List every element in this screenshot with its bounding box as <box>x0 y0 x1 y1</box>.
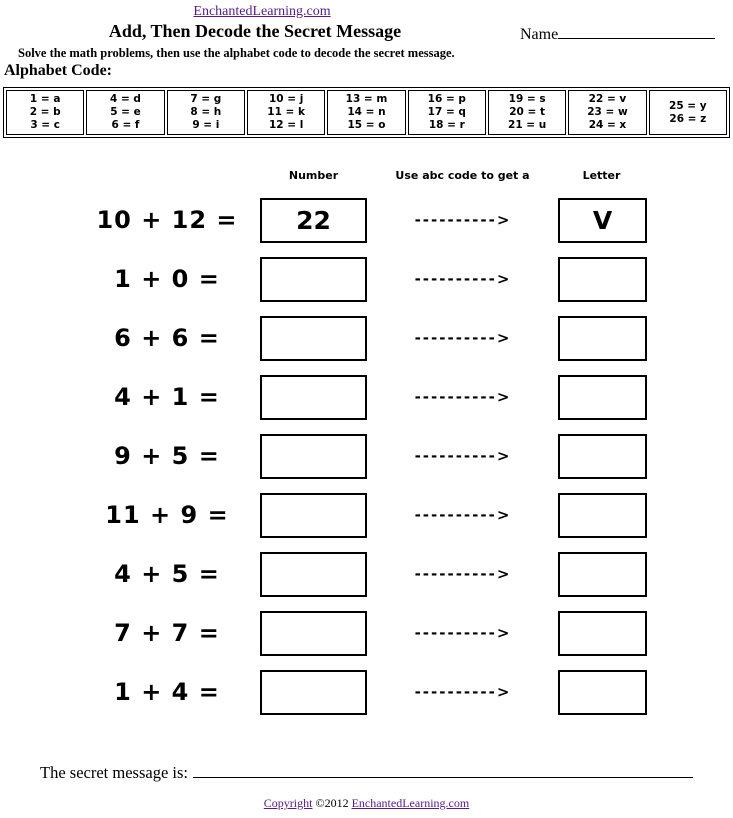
worksheet-row <box>0 198 733 243</box>
instructions-text: Solve the math problems, then use the alphabet code to decode the secret message. <box>18 46 455 60</box>
name-field <box>520 24 715 44</box>
page-title: Add, Then Decode the Secret Message <box>108 21 402 41</box>
alphabet-cell: 13 = m 14 = n 15 = o <box>327 90 405 135</box>
worksheet-row <box>0 375 733 420</box>
worksheet-row <box>0 611 733 656</box>
dashed-arrow: ----------> <box>414 565 512 583</box>
dashed-arrow: ----------> <box>414 329 512 347</box>
copyright-year: ©2012 <box>315 796 349 810</box>
alphabet-cell: 22 = v 23 = w 24 = x <box>568 90 646 135</box>
alphabet-cell: 4 = d 5 = e 6 = f <box>86 90 164 135</box>
site-link-footer[interactable]: EnchantedLearning.com <box>351 796 470 810</box>
math-problem: 11 + 9 = <box>105 501 229 529</box>
math-problem: 6 + 6 = <box>114 324 220 352</box>
math-problem: 4 + 5 = <box>114 560 220 588</box>
alphabet-cell: 19 = s 20 = t 21 = u <box>488 90 566 135</box>
number-answer-box[interactable] <box>260 493 367 538</box>
number-answer-box[interactable] <box>260 316 367 361</box>
worksheet-row <box>0 316 733 361</box>
secret-message-label: The secret message is: <box>40 763 188 782</box>
footer <box>0 796 733 811</box>
dashed-arrow: ----------> <box>414 388 512 406</box>
math-problem: 1 + 0 = <box>114 265 220 293</box>
number-answer-box[interactable] <box>260 257 367 302</box>
copyright-link[interactable]: Copyright <box>263 796 313 810</box>
letter-answer-box[interactable] <box>558 552 647 597</box>
worksheet-row <box>0 670 733 715</box>
worksheet-row <box>0 257 733 302</box>
column-header-letter: Letter <box>582 169 621 182</box>
name-label: Name <box>520 26 559 43</box>
dashed-arrow: ----------> <box>414 270 512 288</box>
letter-answer-box[interactable] <box>558 493 647 538</box>
alphabet-code-table <box>3 87 730 138</box>
alphabet-cell: 25 = y 26 = z <box>649 90 727 135</box>
alphabet-cell: 1 = a 2 = b 3 = c <box>6 90 84 135</box>
worksheet-row <box>0 552 733 597</box>
name-input-line[interactable] <box>558 24 715 39</box>
number-answer-box[interactable]: 22 <box>260 198 367 243</box>
alphabet-cell: 10 = j 11 = k 12 = l <box>247 90 325 135</box>
alphabet-cell: 7 = g 8 = h 9 = i <box>167 90 245 135</box>
dashed-arrow: ----------> <box>414 447 512 465</box>
number-answer-box[interactable] <box>260 670 367 715</box>
number-answer-box[interactable] <box>260 552 367 597</box>
column-header-number: Number <box>288 169 339 182</box>
column-header-abc-code: Use abc code to get a <box>395 169 530 182</box>
dashed-arrow: ----------> <box>414 624 512 642</box>
math-problem: 4 + 1 = <box>114 383 220 411</box>
site-link-top[interactable]: EnchantedLearning.com <box>193 4 331 19</box>
letter-answer-box[interactable] <box>558 375 647 420</box>
letter-answer-box[interactable] <box>558 611 647 656</box>
math-problem: 7 + 7 = <box>114 619 220 647</box>
secret-message-section <box>40 761 693 783</box>
secret-message-input-line[interactable] <box>193 761 693 778</box>
number-answer-box[interactable] <box>260 375 367 420</box>
number-answer-box[interactable] <box>260 611 367 656</box>
worksheet-row <box>0 434 733 479</box>
math-problem: 10 + 12 = <box>96 206 238 234</box>
dashed-arrow: ----------> <box>414 211 512 229</box>
letter-answer-box[interactable]: V <box>558 198 647 243</box>
letter-answer-box[interactable] <box>558 257 647 302</box>
worksheet-row <box>0 493 733 538</box>
math-problem: 1 + 4 = <box>114 678 220 706</box>
letter-answer-box[interactable] <box>558 670 647 715</box>
alphabet-cell: 16 = p 17 = q 18 = r <box>408 90 486 135</box>
dashed-arrow: ----------> <box>414 683 512 701</box>
letter-answer-box[interactable] <box>558 434 647 479</box>
number-answer-box[interactable] <box>260 434 367 479</box>
dashed-arrow: ----------> <box>414 506 512 524</box>
letter-answer-box[interactable] <box>558 316 647 361</box>
alphabet-code-label: Alphabet Code: <box>4 62 113 79</box>
math-problem: 9 + 5 = <box>114 442 220 470</box>
